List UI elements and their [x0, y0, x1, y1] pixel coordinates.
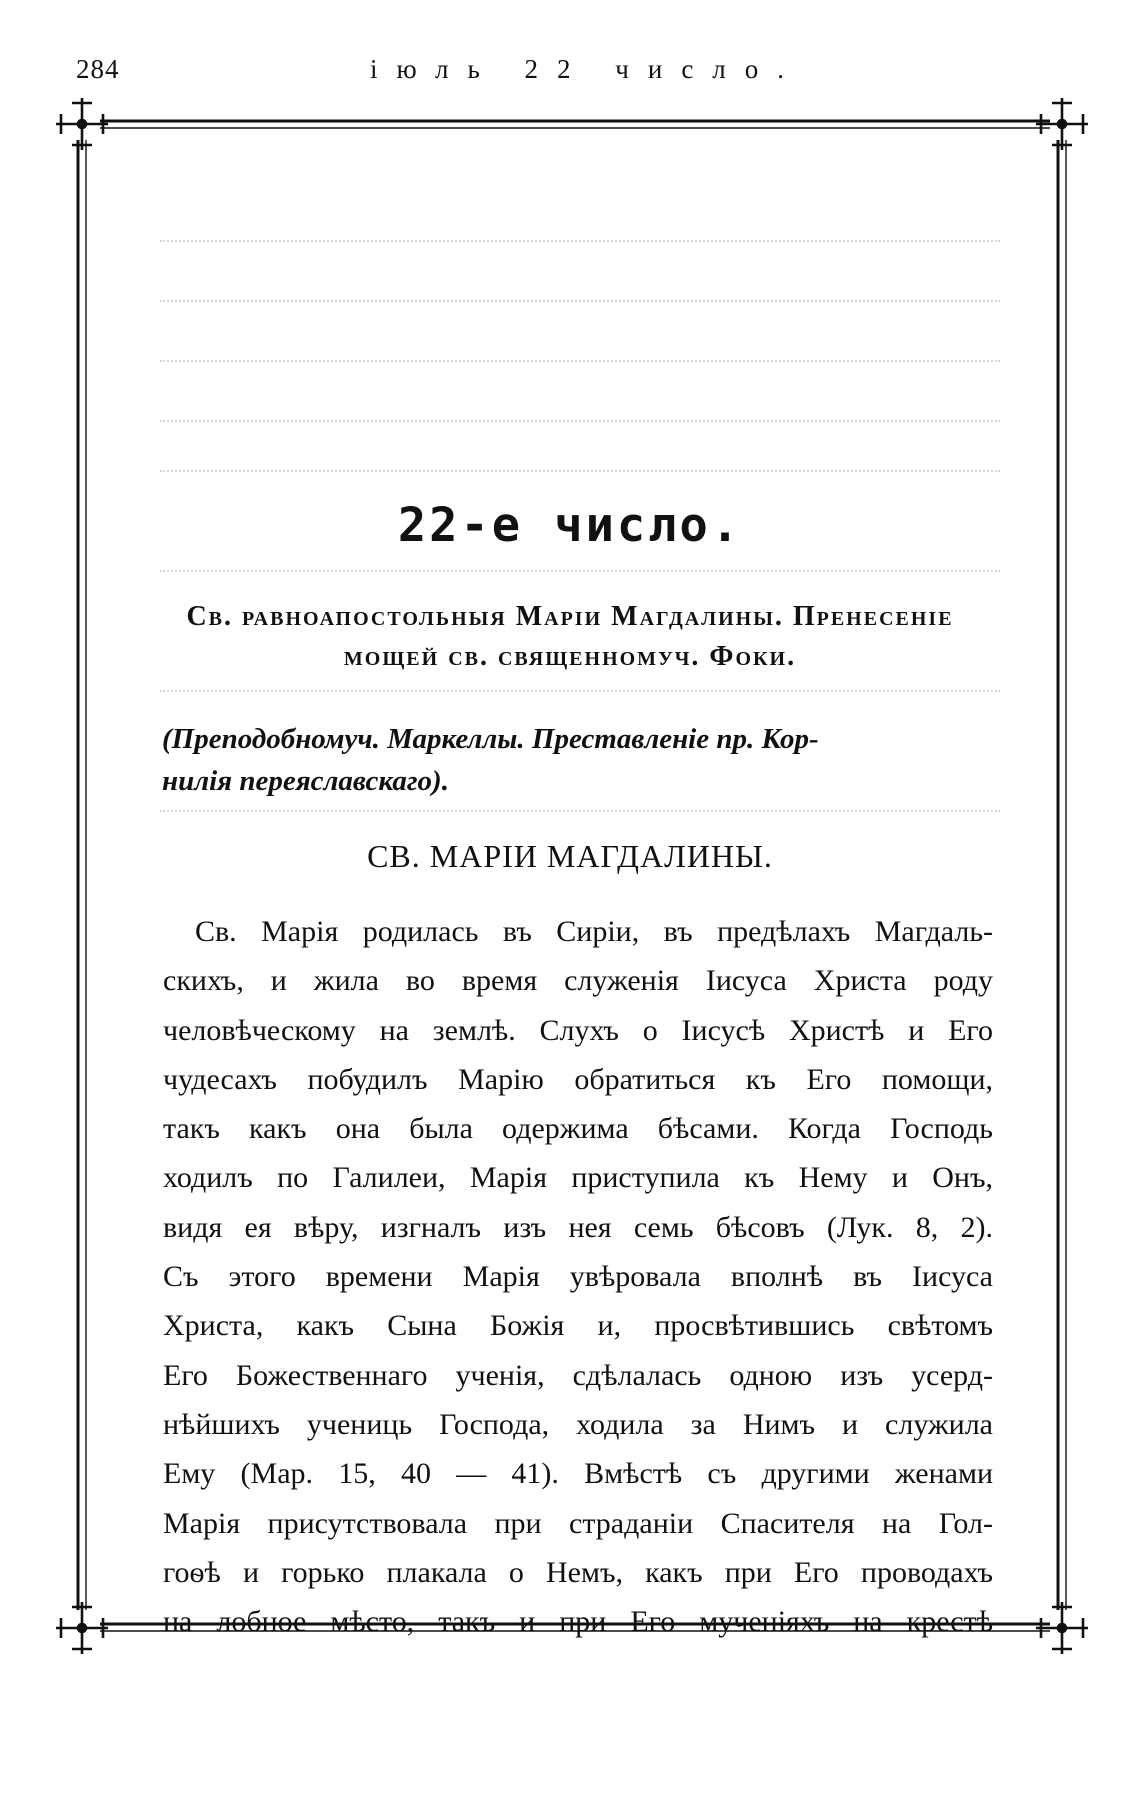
- body-line: нѣйшихъ учениць Господа, ходила за Нимъ и служила: [163, 1407, 993, 1441]
- body-line: скихъ, и жила во время служенія Іисуса Христа роду: [163, 964, 993, 998]
- body-line: гоѳѣ и горько плакала о Немъ, какъ при Его проводахъ: [163, 1555, 993, 1589]
- feast-title-line: мощей св. священномуч. Фоки.: [343, 641, 797, 673]
- body-line: такъ какъ она была одержима бѣсами. Когда Господь: [163, 1112, 993, 1146]
- corner-ornament-top-right: [1036, 98, 1088, 150]
- body-line: Марія присутствовала при страданіи Спасителя на Гол-: [163, 1506, 993, 1540]
- body-line: Ему (Мар. 15, 40 — 41). Вмѣстѣ съ другими женами: [163, 1457, 993, 1491]
- feast-title-line: Св. равноапостольныя Маріи Магдалины. Пренесеніе: [186, 601, 954, 632]
- page-number: 284: [76, 54, 120, 84]
- corner-ornament-bottom-left: [56, 1602, 108, 1654]
- body-line: ходилъ по Галилеи, Марія приступила къ Нему и Онъ,: [163, 1161, 993, 1195]
- running-title: іюль 22 число.: [370, 54, 804, 84]
- body-line: Св. Марія родилась въ Сиріи, въ предѣлахъ Магдаль-: [195, 915, 993, 948]
- body-line: Христа, какъ Сына Божія и, просвѣтившись свѣтомъ: [163, 1309, 993, 1343]
- body-text: [163, 907, 993, 1646]
- feast-title: [150, 597, 990, 678]
- section-title: СВ. МАРІИ МАГДАЛИНЫ.: [367, 838, 773, 874]
- body-line: на лобное мѣсто, такъ и при Его мученіяхъ на крестѣ: [163, 1605, 993, 1639]
- body-line: Его Божественнаго ученія, сдѣлалась одною изъ усерд-: [163, 1358, 993, 1392]
- commemoration-line: (Преподобномуч. Маркеллы. Преставленіе пр. Кор-: [162, 723, 819, 755]
- body-line: чудесахъ побудилъ Марію обратиться къ Его помощи,: [163, 1062, 993, 1096]
- day-heading: 22-е число.: [397, 498, 743, 553]
- commemoration-note: [150, 718, 990, 802]
- commemoration-line: нилія переяславскаго).: [162, 765, 449, 798]
- body-line: видя ея вѣру, изгналъ изъ нея семь бѣсовъ (Лук. 8, 2).: [163, 1210, 993, 1244]
- corner-ornament-top-left: [56, 98, 108, 150]
- body-line: Съ этого времени Марія увѣровала вполнѣ въ Іисуса: [163, 1260, 993, 1294]
- corner-ornament-bottom-right: [1036, 1602, 1088, 1654]
- body-line: человѣческому на землѣ. Слухъ о Іисусѣ Христѣ и Его: [163, 1013, 993, 1047]
